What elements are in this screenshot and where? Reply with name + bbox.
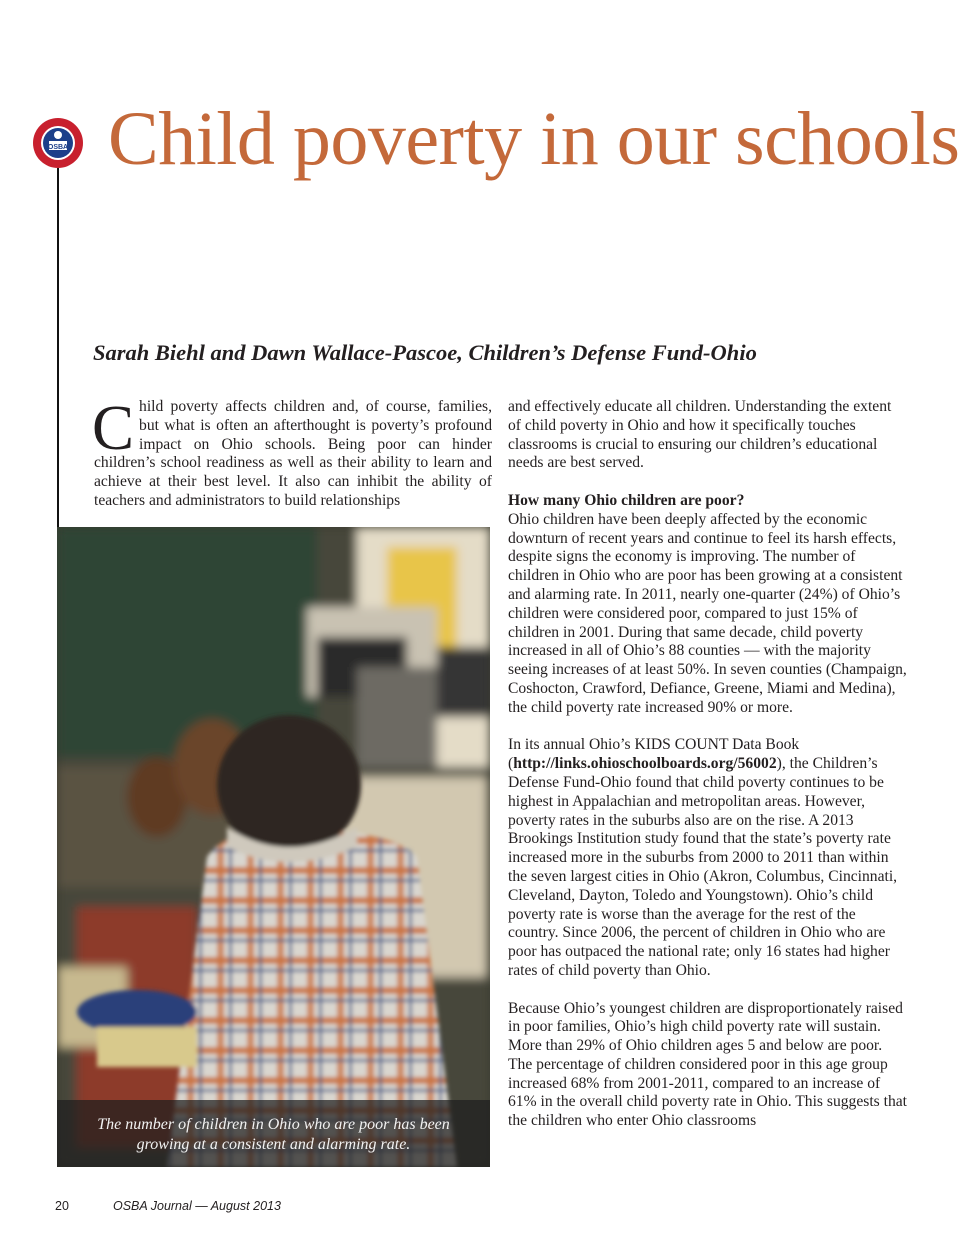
svg-text:OSBA: OSBA — [47, 144, 69, 151]
left-column — [92, 393, 492, 511]
photo-caption: The number of children in Ohio who are poor has been growing at a consistent and alarming rate. — [97, 1116, 450, 1153]
classroom-illustration — [57, 527, 490, 1167]
intro-continued: and effectively educate all children. Understanding the extent of child poverty in Ohio and how it specifically touches classrooms is crucial to ensuring our children’s educational needs are best served. — [508, 398, 892, 472]
paragraph-2 — [508, 736, 908, 980]
right-column — [508, 398, 908, 1131]
paragraph-1: Ohio children have been deeply affected by the economic downturn of recent years and continue to feel its harsh effects, despite signs the economy is improving. The number of children in Ohio who are poor has been growing at a consistent and alarming rate. In 2011, nearly one-quarter (24%) of Ohio’s children were considered poor, compared to just 15% of children in 2001. During that same decade, child poverty increased in all of Ohio’s 88 counties — with the majority seeing increases of at least 50%. In seven counties (Champaign, Coshocton, Crawford, Defiance, Greene, Miami and Medina), the child poverty rate increased 90% or more. — [508, 510, 907, 716]
intro-paragraph — [92, 393, 492, 511]
article-byline: Sarah Biehl and Dawn Wallace-Pascoe, Children’s Defense Fund-Ohio — [93, 340, 757, 365]
vertical-rule — [57, 168, 59, 533]
data-book-link[interactable]: http://links.ohioschoolboards.org/56002 — [513, 755, 777, 773]
page-number: 20 — [55, 1199, 69, 1213]
classroom-photo — [57, 527, 490, 1167]
paragraph-3: Because Ohio’s youngest children are disproportionately raised in poor families, Ohio’s high child poverty rate will sustain. More than 29% of Ohio children ages 5 and below are poor. The percentage of children considered poor in this age group increased 68% from 2001-2011, compared to an increase of 61% in the overall child poverty rate in Ohio. This suggests that the children who enter Ohio classrooms — [508, 999, 908, 1130]
article-title: Child poverty in our schools — [108, 97, 960, 181]
osba-seal-logo — [32, 117, 84, 169]
paragraph-2-end: ), the Children’s Defense Fund-Ohio found that child poverty continues to be highest in Appalachian and metropolitan areas. However, poverty rates in the suburbs also are on the rise. A 2013 Brookings Institution study found that the state’s poverty rate increased more in the suburbs from 2000 to 2011 than within the seven largest cities in Ohio (Akron, Columbus, Cincinnati, Cleveland, Dayton, Toledo and Youngstown). Ohio’s child poverty rate is worse than the average for the rest of the country. Since 2006, the percent of children in Ohio who are poor has outpaced the national rate; only 16 states had higher rates of child poverty than Ohio. — [508, 755, 898, 979]
intro-text: hild poverty affects children and, of course, families, but what is often an afterthought is poverty’s profound impact on Ohio schools. Being poor can hinder children’s school readiness as well as their ability to learn and achieve at their best level. It also can inhibit the ability of teachers and administrators to build relationships — [94, 398, 492, 509]
journal-issue: OSBA Journal — August 2013 — [113, 1199, 281, 1213]
drop-cap: C — [92, 393, 135, 463]
caption-band — [57, 1100, 490, 1167]
section-heading: How many Ohio children are poor? — [508, 491, 745, 509]
paragraph-2-start: In its annual Ohio’s KIDS COUNT Data Book ( — [508, 736, 800, 773]
